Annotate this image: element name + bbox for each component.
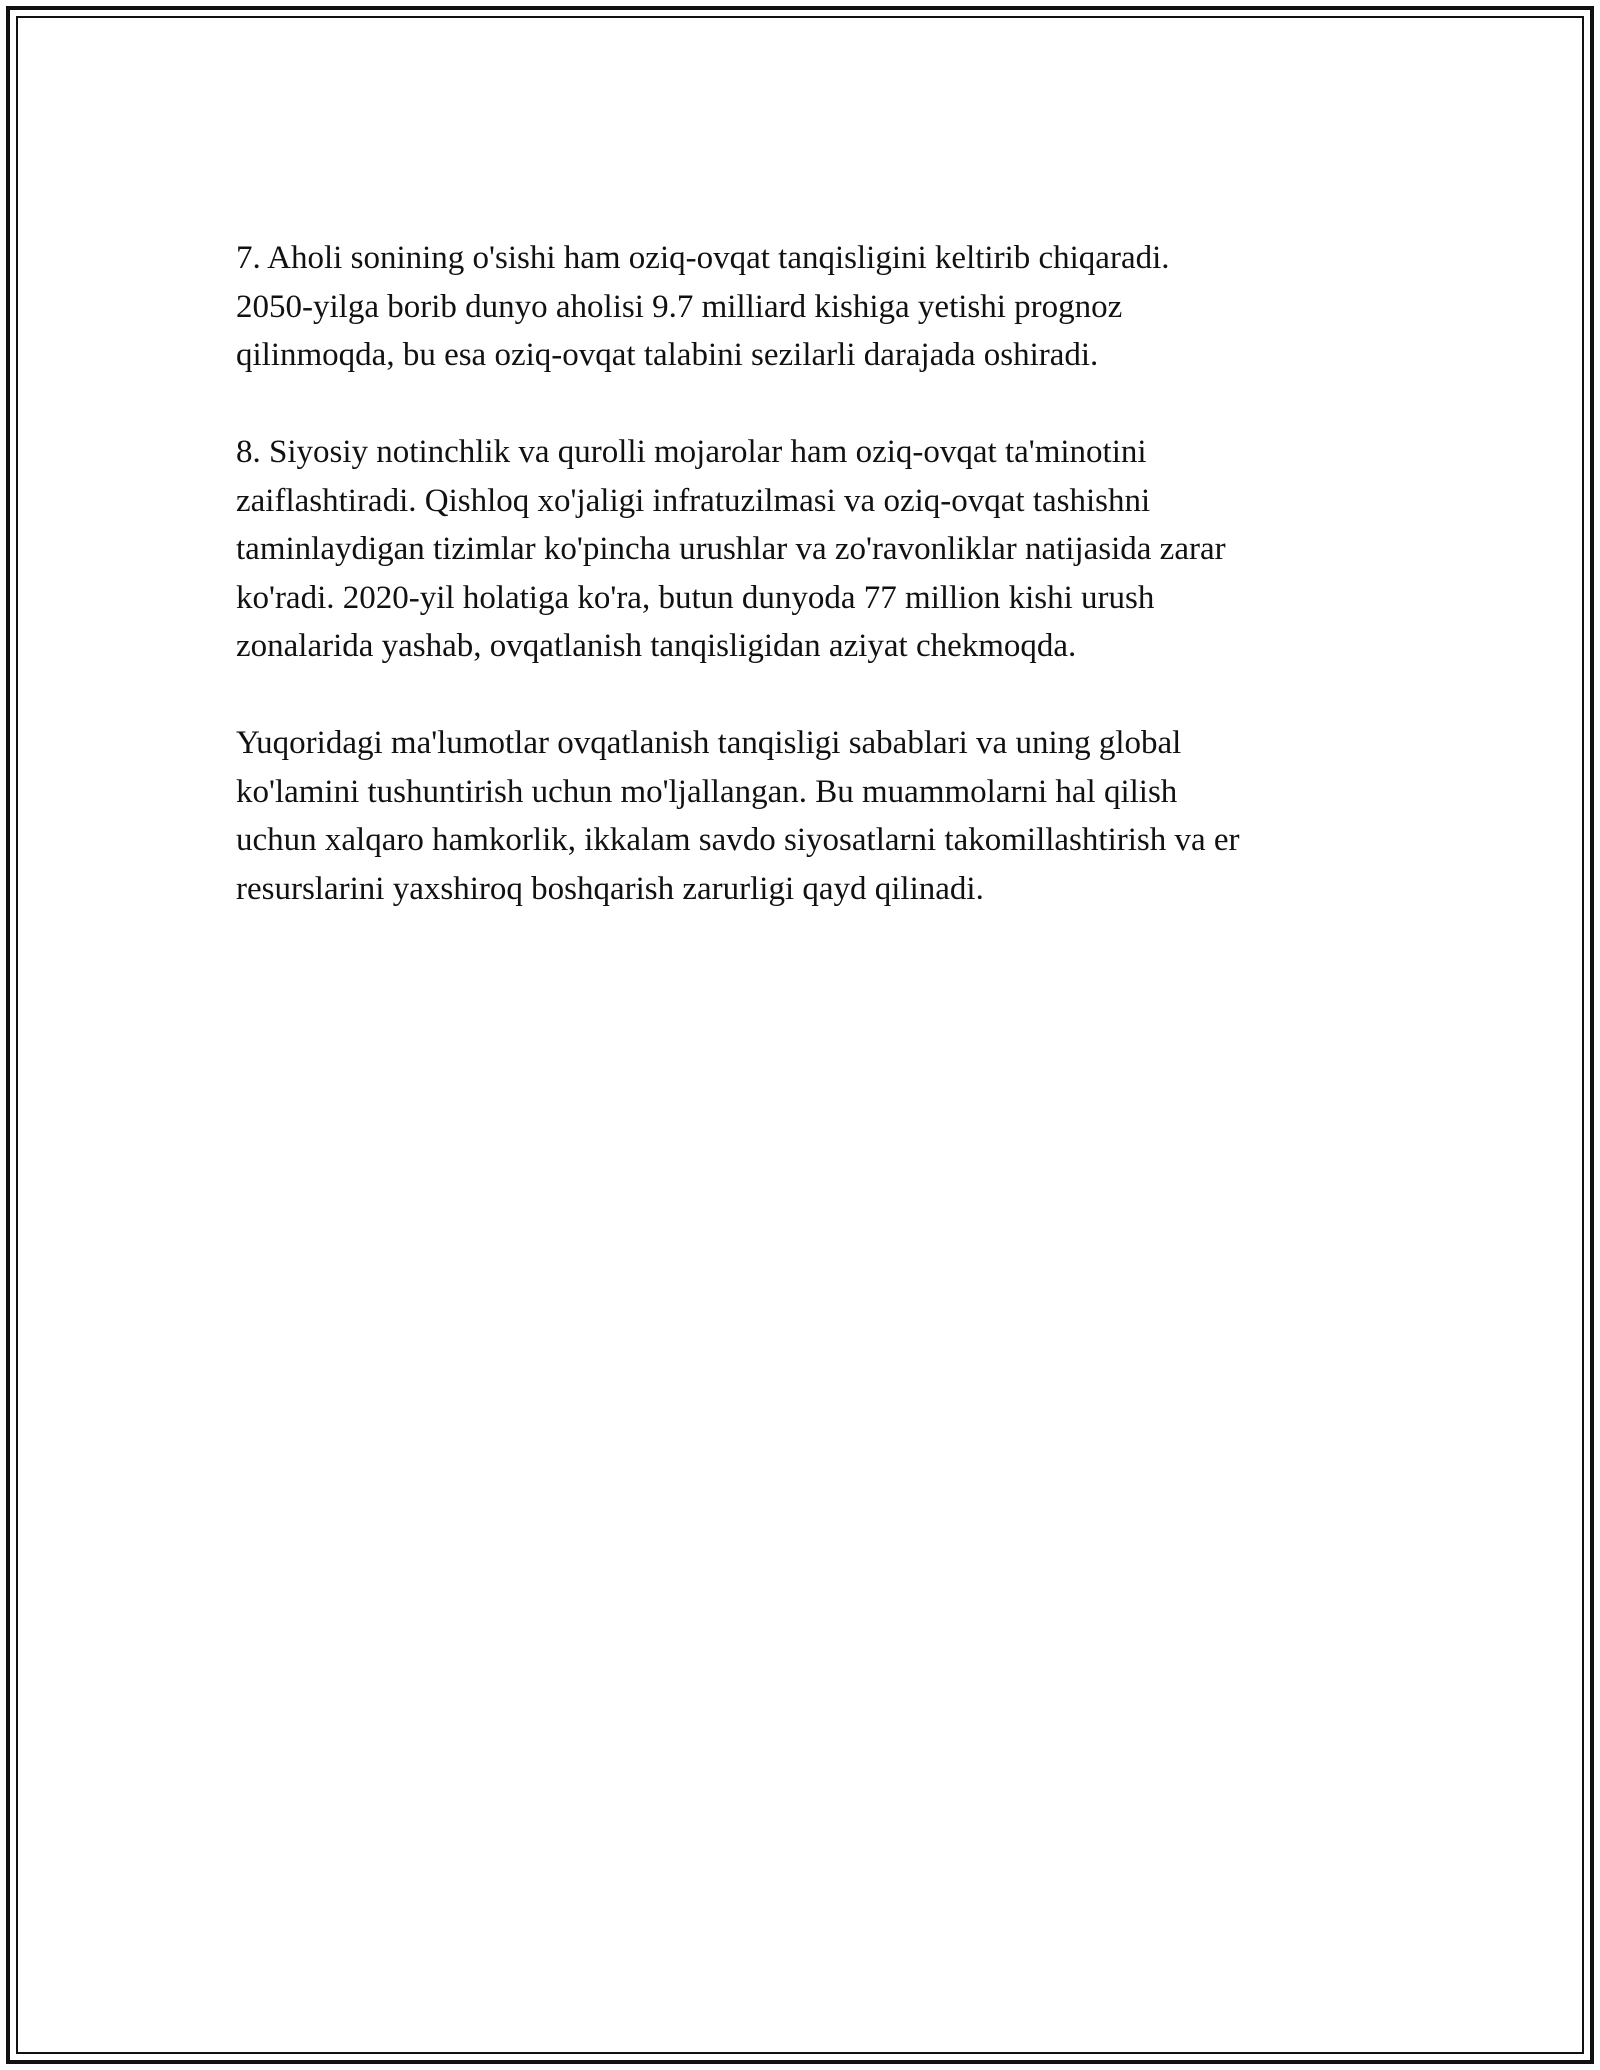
text-line: 2050-yilga borib dunyo aholisi 9.7 milliard kishiga yetishi prognoz	[236, 288, 1123, 325]
text-line: qilinmoqda, bu esa oziq-ovqat talabini sezilarli darajada oshiradi.	[236, 337, 1099, 373]
text-line: 8. Siyosiy notinchlik va qurolli mojarolar ham oziq-ovqat ta'minotini	[236, 434, 1147, 470]
text-line: uchun xalqaro hamkorlik, ikkalam savdo siyosatlarni takomillashtirish va er	[236, 822, 1240, 858]
text-line: ko'lamini tushuntirish uchun mo'ljallangan. Bu muammolarni hal qilish	[236, 773, 1178, 810]
paragraph-summary	[236, 719, 1376, 913]
paragraph-population-growth	[236, 234, 1376, 380]
text-line: Yuqoridagi ma'lumotlar ovqatlanish tanqisligi sabablari va uning global	[236, 725, 1182, 761]
paragraph-political-instability	[236, 428, 1376, 671]
text-line: 7. Aholi sonining o'sishi ham oziq-ovqat tanqisligini keltirib chiqaradi.	[236, 240, 1170, 276]
text-line: taminlaydigan tizimlar ko'pincha urushlar va zo'ravonliklar natijasida zarar	[236, 531, 1226, 567]
text-line: resurslarini yaxshiroq boshqarish zarurligi qayd qilinadi.	[236, 870, 984, 907]
text-line: ko'radi. 2020-yil holatiga ko'ra, butun dunyoda 77 million kishi urush	[236, 579, 1155, 616]
text-line: zaiflashtiradi. Qishloq xo'jaligi infratuzilmasi va oziq-ovqat tashishni	[236, 482, 1151, 519]
document-body	[236, 234, 1376, 962]
text-line: zonalarida yashab, ovqatlanish tanqisligidan aziyat chekmoqda.	[236, 628, 1077, 664]
